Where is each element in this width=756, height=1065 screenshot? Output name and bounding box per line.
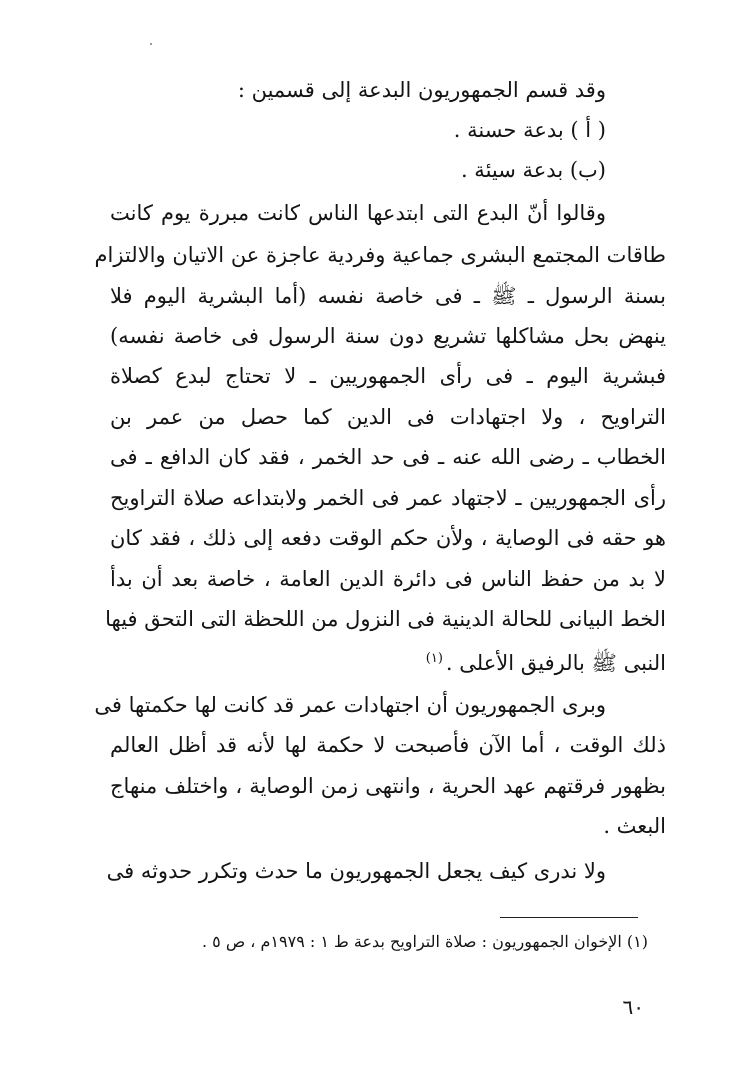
text-line-18: بظهور فرقتهم عهد الحرية ، وانتهى زمن الوصاية ، واختلف منهاج: [110, 774, 666, 798]
text-line-13: لا بد من حفظ الناس فى دائرة الدين العامة ، خاصة بعد أن بدأ: [110, 567, 666, 591]
text-line-17: ذلك الوقت ، أما الآن فأصبحت لا حكمة لها لأنه قد أظل العالم: [110, 733, 666, 757]
text-line-9: التراويح ، ولا اجتهادات فى الدين كما حصل من عمر بن: [110, 405, 666, 429]
footnote: (١) الإخوان الجمهوريون : صلاة التراويح بدعة ط ١ : ١٩٧٩م ، ص ٥ .: [201, 932, 648, 951]
text-line-11: رأى الجمهوريين ـ لاجتهاد عمر فى الخمر ولابتداعه صلاة التراويح: [110, 486, 666, 510]
text-line-12: هو حقه فى الوصاية ، ولأن حكم الوقت دفعه إلى ذلك ، فقد كان: [110, 526, 666, 550]
text-line-6: بسنة الرسول ـ ﷺ ـ فى خاصة نفسه (أما البشرية اليوم فلا: [110, 284, 666, 308]
text-line-7: ينهض بحل مشاكلها تشريع دون سنة الرسول فى خاصة نفسه): [110, 324, 667, 348]
text-line-3: (ب) بدعة سيئة .: [460, 158, 606, 182]
scan-speck: [150, 43, 152, 45]
text-line-8: فبشرية اليوم ـ فى رأى الجمهوريين ـ لا تحتاج لبدع كصلاة: [110, 364, 666, 388]
footnote-reference: (١): [425, 651, 443, 666]
text-line-15-body: النبى ﷺ بالرفيق الأعلى .: [445, 651, 666, 675]
text-line-4: وقالوا أنّ البدع التى ابتدعها الناس كانت مبررة يوم كانت: [110, 201, 606, 225]
page-number: ٦٠: [622, 995, 644, 1019]
text-line-10: الخطاب ـ رضى الله عنه ـ فى حد الخمر ، فقد كان الدافع ـ فى: [110, 445, 666, 469]
text-line-14: الخط البيانى للحالة الدينية فى النزول من اللحظة التى التحق فيها: [105, 607, 666, 631]
text-line-16: وبرى الجمهوريون أن اجتهادات عمر قد كانت لها حكمتها فى: [94, 693, 606, 717]
text-line-1: وقد قسم الجمهوريون البدعة إلى قسمين :: [237, 78, 606, 102]
text-line-15: [423, 644, 666, 678]
text-line-19: البعث .: [603, 814, 666, 838]
footnote-divider: [500, 917, 638, 918]
text-line-2: ( أ ) بدعة حسنة .: [453, 118, 606, 142]
text-line-5: طاقات المجتمع البشرى جماعية وفردية عاجزة عن الاتيان والالتزام: [94, 243, 666, 267]
text-line-20: ولا ندرى كيف يجعل الجمهوريون ما حدث وتكرر حدوثه فى: [106, 859, 606, 883]
